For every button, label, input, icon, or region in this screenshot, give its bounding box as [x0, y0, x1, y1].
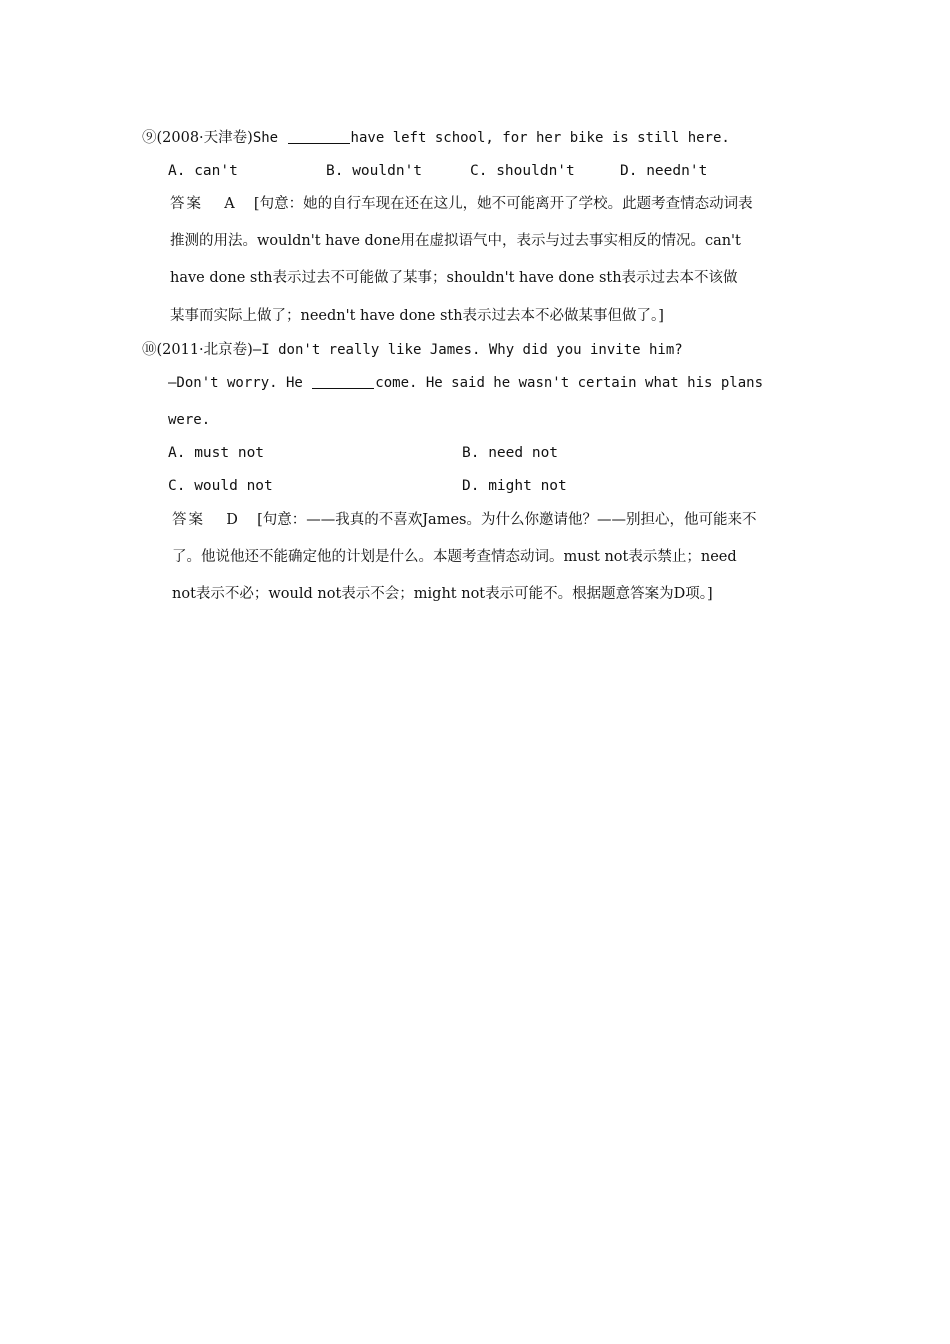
option-a: A. must not [168, 445, 265, 461]
explanation-line: [句意：——我真的不喜欢James。为什么你邀请他？——别担心，他可能来不 [257, 512, 757, 528]
option-d: D. needn't [620, 163, 708, 179]
dialogue-line: —I don't really like James. Why did you invite him? [252, 342, 683, 358]
dialogue-line-3: were. [168, 412, 211, 428]
answer-line [172, 510, 756, 530]
answer-label: 答案 [172, 512, 205, 528]
question-number: ⑨ [142, 130, 157, 146]
dialogue-before-blank: —Don't worry. He [168, 375, 312, 391]
option-a: A. can't [168, 163, 238, 179]
answer-letter: D [226, 512, 238, 528]
question-stem-after: have left school, for her bike is still here. [350, 130, 730, 146]
question-stem-before: She [252, 130, 287, 146]
explanation-line: 某事而实际上做了；needn't have done sth表示过去本不必做某事但做了。] [170, 308, 664, 324]
explanation-line: 推测的用法。wouldn't have done用在虚拟语气中，表示与过去事实相反的情况。can't [170, 233, 741, 249]
question-10-stem [142, 340, 683, 360]
dialogue-line-2 [168, 373, 763, 393]
question-9-stem [142, 128, 730, 148]
dialogue-after-blank: come. He said he wasn't certain what his plans [375, 375, 764, 391]
answer-letter: A [224, 196, 235, 212]
answer-label: 答案 [170, 196, 203, 212]
option-d: D. might not [462, 478, 567, 494]
explanation-line: [句意：她的自行车现在还在这儿，她不可能离开了学校。此题考查情态动词表 [253, 196, 753, 212]
explanation-line: have done sth表示过去不可能做了某事；shouldn't have done sth表示过去本不该做 [170, 270, 738, 286]
answer-blank [312, 374, 374, 389]
answer-blank [288, 129, 350, 144]
option-b: B. wouldn't [326, 163, 423, 179]
question-source: (2008·天津卷) [156, 130, 253, 146]
answer-line [170, 194, 806, 214]
option-c: C. shouldn't [470, 163, 575, 179]
question-source: (2011·北京卷) [156, 342, 253, 358]
question-number: ⑩ [142, 342, 157, 358]
option-c: C. would not [168, 478, 273, 494]
option-b: B. need not [462, 445, 559, 461]
explanation-line: not表示不必；would not表示不会；might not表示可能不。根据题意答案为D项。] [172, 586, 713, 602]
explanation-line: 了。他说他还不能确定他的计划是什么。本题考查情态动词。must not表示禁止；need [172, 549, 737, 565]
